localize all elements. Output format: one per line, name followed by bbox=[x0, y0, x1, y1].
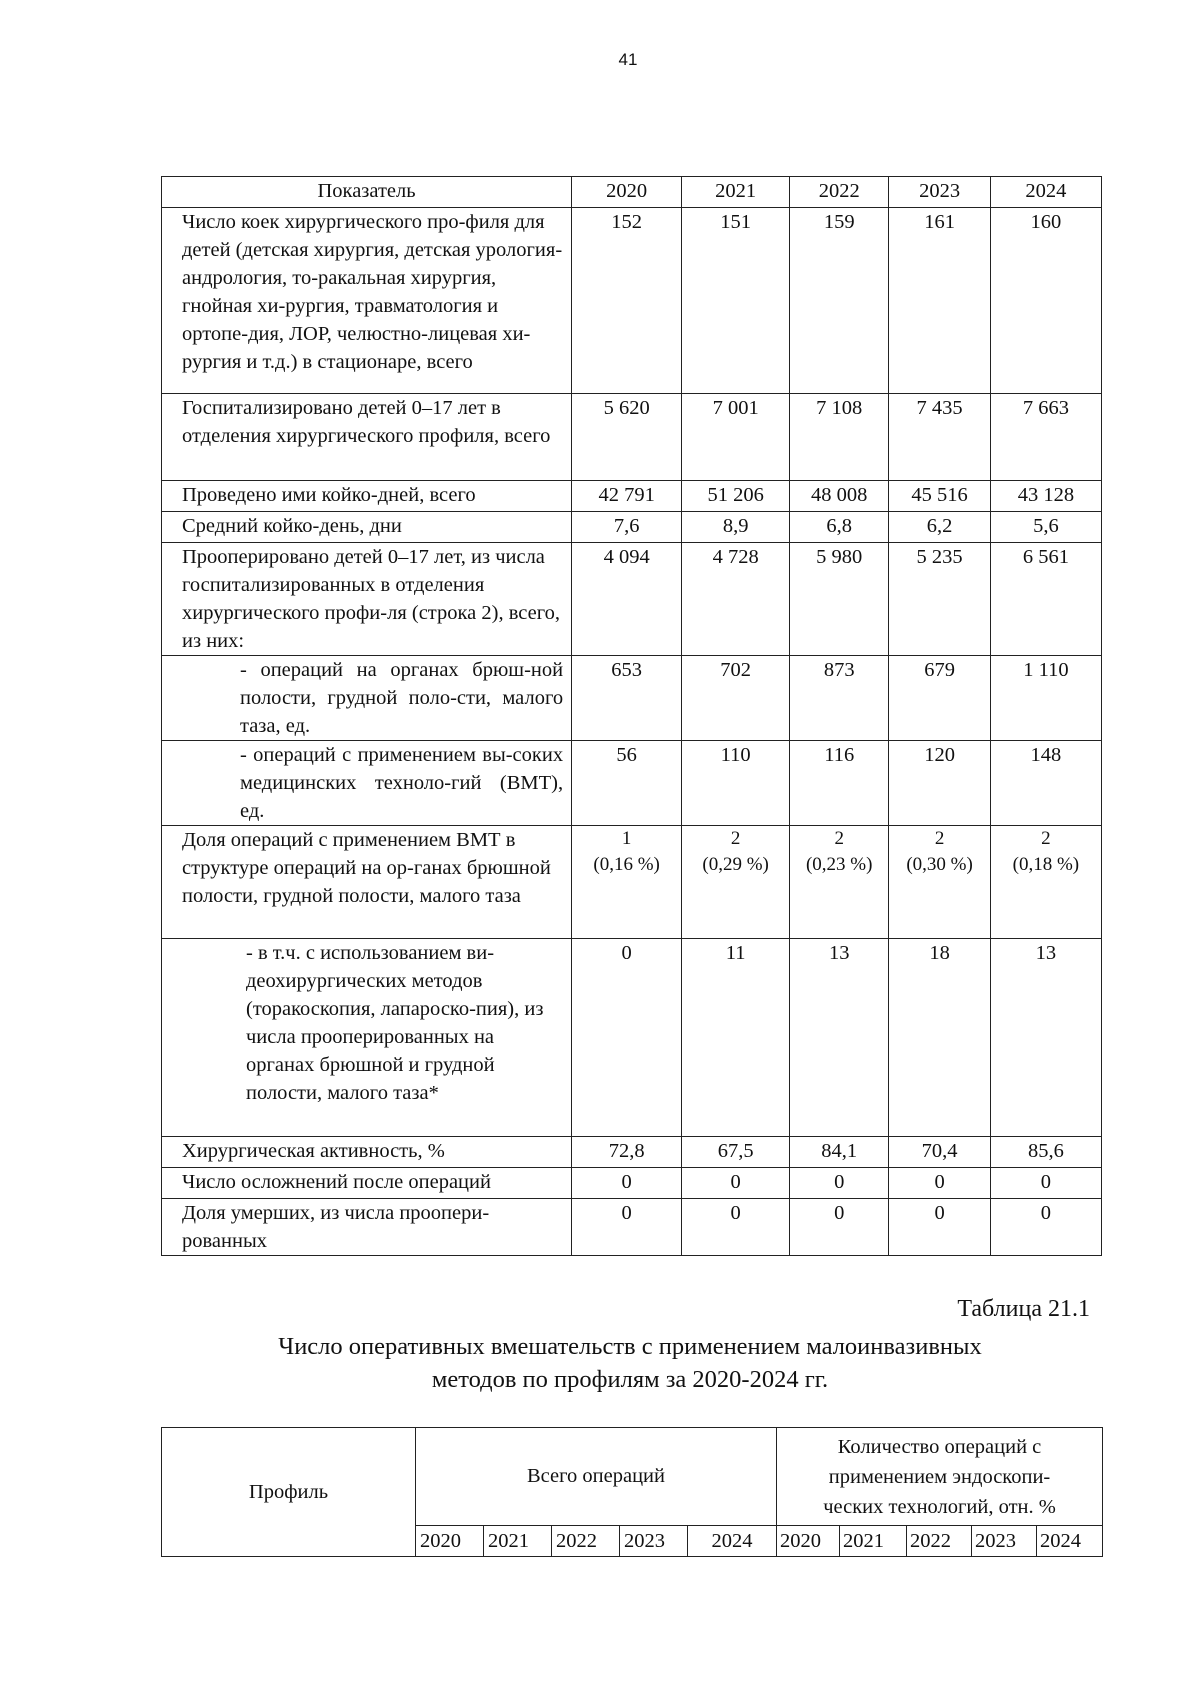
operation-count: 2 bbox=[1041, 828, 1051, 849]
table-row bbox=[162, 394, 1102, 481]
cell-value: 0 bbox=[572, 1199, 682, 1256]
cell-value: 72,8 bbox=[572, 1137, 682, 1168]
row-label: Хирургическая активность, % bbox=[162, 1137, 572, 1168]
header-year: 2020 bbox=[572, 177, 682, 208]
cell-value: 45 516 bbox=[889, 481, 990, 512]
row-label: Проведено ими койко-дней, всего bbox=[162, 481, 572, 512]
cell-value: 0 bbox=[889, 1168, 990, 1199]
cell-value: 151 bbox=[682, 208, 790, 394]
cell-value: 56 bbox=[572, 741, 682, 826]
operation-percent: (0,30 %) bbox=[906, 854, 973, 875]
row-label: Число коек хирургического про-филя для детей (детская хирургия, детская урология- андрология, то-ракальная хирургия, гнойная хи-рургия, травматология и ортопе-дия, ЛОР, челюстно-лицевая хи-рургия и т.д.) в стационаре, всего bbox=[162, 208, 572, 394]
cell-value: 5,6 bbox=[990, 512, 1101, 543]
operation-percent: (0,16 %) bbox=[593, 854, 660, 875]
header-year: 2022 bbox=[552, 1526, 620, 1557]
header-year: 2023 bbox=[972, 1526, 1037, 1557]
cell-value: 653 bbox=[572, 656, 682, 741]
header-indicator: Показатель bbox=[162, 177, 572, 208]
header-line: Количество операций с bbox=[837, 1435, 1042, 1458]
cell-value: 0 bbox=[790, 1168, 889, 1199]
cell-value: 702 bbox=[682, 656, 790, 741]
table-row bbox=[162, 826, 1102, 939]
cell-value: 85,6 bbox=[990, 1137, 1101, 1168]
cell-value: 18 bbox=[889, 939, 990, 1137]
cell-value bbox=[572, 826, 682, 939]
cell-value bbox=[790, 826, 889, 939]
table-row bbox=[162, 939, 1102, 1137]
operation-count: 2 bbox=[834, 828, 844, 849]
row-label: Средний койко-день, дни bbox=[162, 512, 572, 543]
cell-value: 0 bbox=[990, 1168, 1101, 1199]
operation-percent: (0,18 %) bbox=[1012, 854, 1080, 875]
table-title-line: Число оперативных вмешательств с применением малоинвазивных bbox=[278, 1333, 982, 1360]
cell-value: 120 bbox=[889, 741, 990, 826]
table-row bbox=[162, 1168, 1102, 1199]
minimally-invasive-table bbox=[161, 1427, 1103, 1557]
cell-value: 159 bbox=[790, 208, 889, 394]
cell-value: 84,1 bbox=[790, 1137, 889, 1168]
row-label: - операций с применением вы-соких медицинских техноло-гий (ВМТ), ед. bbox=[162, 741, 572, 826]
cell-value: 42 791 bbox=[572, 481, 682, 512]
cell-value: 116 bbox=[790, 741, 889, 826]
cell-value: 0 bbox=[572, 939, 682, 1137]
operation-count: 2 bbox=[730, 828, 741, 849]
row-label: - операций на органах брюш-ной полости, грудной поло-сти, малого таза, ед. bbox=[162, 656, 572, 741]
row-label: Доля операций с применением ВМТ в структуре операций на ор-ганах брюшной полости, грудной полости, малого таза bbox=[162, 826, 572, 939]
cell-value: 5 620 bbox=[572, 394, 682, 481]
table-row bbox=[162, 741, 1102, 826]
cell-value: 7 108 bbox=[790, 394, 889, 481]
cell-value: 1 110 bbox=[990, 656, 1101, 741]
cell-value: 67,5 bbox=[682, 1137, 790, 1168]
cell-value: 11 bbox=[682, 939, 790, 1137]
operation-count: 1 bbox=[621, 828, 632, 849]
cell-value: 0 bbox=[682, 1168, 790, 1199]
header-year: 2021 bbox=[840, 1526, 907, 1557]
row-label: Число осложнений после операций bbox=[162, 1168, 572, 1199]
cell-value: 6,8 bbox=[790, 512, 889, 543]
header-endoscopic-operations bbox=[777, 1428, 1103, 1526]
cell-value: 0 bbox=[572, 1168, 682, 1199]
cell-value: 4 728 bbox=[682, 543, 790, 656]
header-profile: Профиль bbox=[162, 1428, 416, 1557]
header-year: 2021 bbox=[484, 1526, 552, 1557]
table-row bbox=[162, 543, 1102, 656]
cell-value: 0 bbox=[682, 1199, 790, 1256]
header-year: 2024 bbox=[688, 1526, 777, 1557]
cell-value: 7 001 bbox=[682, 394, 790, 481]
operation-count: 2 bbox=[934, 828, 945, 849]
table-row bbox=[162, 656, 1102, 741]
table-row bbox=[162, 512, 1102, 543]
operation-percent: (0,23 %) bbox=[805, 854, 873, 875]
row-label: Прооперировано детей 0–17 лет, из числа госпитализированных в отделения хирургического профи-ля (строка 2), всего, из них: bbox=[162, 543, 572, 656]
cell-value: 161 bbox=[889, 208, 990, 394]
header-year: 2024 bbox=[1037, 1526, 1103, 1557]
table-row bbox=[162, 1199, 1102, 1256]
header-year: 2023 bbox=[620, 1526, 688, 1557]
cell-value: 873 bbox=[790, 656, 889, 741]
cell-value: 7 435 bbox=[889, 394, 990, 481]
cell-value: 0 bbox=[790, 1199, 889, 1256]
cell-value: 0 bbox=[889, 1199, 990, 1256]
cell-value: 5 235 bbox=[889, 543, 990, 656]
header-line: ческих технологий, отн. % bbox=[823, 1495, 1056, 1518]
cell-value: 110 bbox=[682, 741, 790, 826]
cell-value bbox=[990, 826, 1101, 939]
row-label: Доля умерших, из числа проопери-рованных bbox=[162, 1199, 572, 1256]
cell-value: 48 008 bbox=[790, 481, 889, 512]
cell-value: 4 094 bbox=[572, 543, 682, 656]
cell-value bbox=[889, 826, 990, 939]
header-year: 2020 bbox=[416, 1526, 484, 1557]
hospital-surgery-table bbox=[161, 176, 1102, 1256]
table-row bbox=[162, 1137, 1102, 1168]
header-year: 2021 bbox=[682, 177, 790, 208]
row-label: Госпитализировано детей 0–17 лет в отделения хирургического профиля, всего bbox=[162, 394, 572, 481]
cell-value: 679 bbox=[889, 656, 990, 741]
cell-value: 8,9 bbox=[682, 512, 790, 543]
cell-value: 6 561 bbox=[990, 543, 1101, 656]
cell-value: 13 bbox=[790, 939, 889, 1137]
cell-value: 13 bbox=[990, 939, 1101, 1137]
header-year: 2022 bbox=[907, 1526, 972, 1557]
header-year: 2024 bbox=[990, 177, 1101, 208]
table-row bbox=[162, 208, 1102, 394]
table-header-row bbox=[162, 1428, 1103, 1526]
cell-value: 6,2 bbox=[889, 512, 990, 543]
cell-value: 5 980 bbox=[790, 543, 889, 656]
header-line: применением эндоскопи- bbox=[828, 1465, 1051, 1488]
cell-value: 152 bbox=[572, 208, 682, 394]
cell-value: 51 206 bbox=[682, 481, 790, 512]
operation-percent: (0,29 %) bbox=[702, 854, 769, 875]
cell-value: 160 bbox=[990, 208, 1101, 394]
table-label: Таблица 21.1 bbox=[957, 1296, 1090, 1322]
table-row bbox=[162, 481, 1102, 512]
page-number: 41 bbox=[618, 50, 638, 69]
header-total-operations: Всего операций bbox=[416, 1428, 777, 1526]
header-year: 2022 bbox=[790, 177, 889, 208]
cell-value bbox=[682, 826, 790, 939]
table-title-line: методов по профилям за 2020-2024 гг. bbox=[431, 1366, 829, 1393]
table-title bbox=[170, 1330, 1090, 1396]
header-year: 2020 bbox=[777, 1526, 840, 1557]
cell-value: 7 663 bbox=[990, 394, 1101, 481]
cell-value: 70,4 bbox=[889, 1137, 990, 1168]
cell-value: 43 128 bbox=[990, 481, 1101, 512]
cell-value: 148 bbox=[990, 741, 1101, 826]
cell-value: 7,6 bbox=[572, 512, 682, 543]
table-header-row bbox=[162, 177, 1102, 208]
header-year: 2023 bbox=[889, 177, 990, 208]
cell-value: 0 bbox=[990, 1199, 1101, 1256]
row-label: - в т.ч. с использованием ви-деохирургических методов (торакоскопия, лапароско-пия), из числа прооперированных на органах брюшной и грудной полости, малого таза* bbox=[162, 939, 572, 1137]
